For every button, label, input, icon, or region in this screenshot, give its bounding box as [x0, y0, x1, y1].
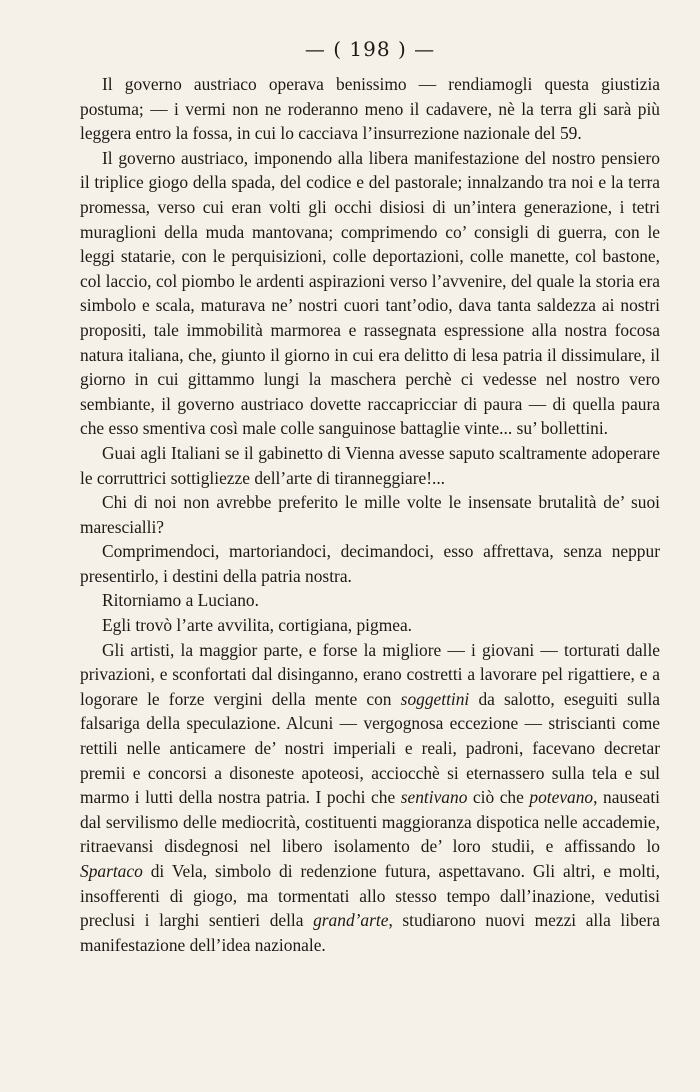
paragraph: [80, 613, 660, 638]
paragraph-text: da salotto, eseguiti sulla falsariga della speculazione. Alcuni — vergognosa eccezione — striscianti come rettili nelle anticamere de’ nostri imperiali e reali, padroni, facevano decretar premii e concorsi a disoneste apoteosi, acciocchè si eternassero sulla tela e sul marmo i lutti della nostra patria. I pochi che: [80, 688, 660, 808]
paragraph-text: Guai agli Italiani se il gabinetto di Vienna avesse saputo scaltramente adoperare le corruttrici sottigliezze dell’arte di tiranneggiare!...: [80, 442, 660, 488]
page-number: — ( 198 ) —: [304, 37, 436, 61]
paragraph-text: Egli trovò l’arte avvilita, cortigiana, pigmea.: [102, 615, 413, 636]
paragraph-text: , nauseati dal servilismo delle mediocrità, costituenti maggioranza dispotica nelle accademie, ritraevansi disdegnosi nel libero isolamento de’ loro studii, e affissando lo: [80, 787, 660, 857]
body-text: [80, 72, 660, 957]
paragraph: [80, 441, 660, 490]
paragraph-text: Il governo austriaco, imponendo alla libera manifestazione del nostro pensiero il triplice giogo della spada, del codice e del pastorale; innalzando tra noi e la terra promessa, verso cui eran volti gli occhi disiosi di un’intera generazione, i tetri muraglioni della muda mantovana; comprimendo co’ consigli di guerra, con le leggi statarie, con le perquisizioni, colle deportazioni, colle manette, col bastone, col laccio, col piombo le ardenti aspirazioni verso l’avvenire, del quale la storia era simbolo e scala, maturava ne’ nostri cuori tant’odio, dava tanta saldezza ai nostri propositi, tale immobilità marmorea e rassegnata espressione alla nostra focosa natura italiana, che, giunto il giorno in cui era delitto di lesa patria il dissimulare, il giorno in cui gittammo lungi la maschera perchè ci vedesse nel nostro vero sembiante, il governo austriaco dovette raccapricciar di paura — di quella paura che esso smentiva così male colle sanguinose battaglie vinte... su’ bollettini.: [80, 147, 660, 439]
paragraph: [80, 72, 660, 146]
paragraph: [80, 539, 660, 588]
paragraph-text: ciò che: [467, 787, 530, 808]
italic-term: Spartaco: [80, 861, 143, 881]
paragraph-text: , studiarono nuovi mezzi alla libera manifestazione dell’idea nazionale.: [80, 910, 660, 955]
paragraph-text: Gli artisti, la maggior parte, e forse la migliore — i giovani — torturati dalle privazioni, e sconfortati dal disinganno, erano costretti a lavorare pel rigattiere, e a logorare le forze vergini della mente con: [80, 639, 660, 709]
italic-term: soggettini: [400, 688, 470, 709]
paragraph: [80, 638, 660, 958]
italic-term: potevano: [529, 787, 594, 808]
paragraph-text: Chi di noi non avrebbe preferito le mille volte le insensate brutalità de’ suoi marescialli?: [80, 492, 660, 537]
paragraph: [80, 588, 660, 613]
paragraph: [80, 146, 660, 441]
paragraph-text: Comprimendoci, martoriandoci, decimandoci, esso affrettava, senza neppur presentirlo, i destini della patria nostra.: [80, 541, 660, 586]
paragraph: [80, 490, 660, 539]
paragraph-text: Ritorniamo a Luciano.: [102, 590, 259, 611]
italic-term: grand’arte: [313, 910, 389, 931]
italic-term: sentivano: [400, 787, 468, 808]
paragraph-text: di Vela, simbolo di redenzione futura, aspettavano. Gli altri, e molti, insofferenti di giogo, ma tormentati allo stesso tempo dall’inazione, vedutisi preclusi i larghi sentieri della: [80, 861, 660, 931]
paragraph-text: Il governo austriaco operava benissimo — rendiamogli questa giustizia postuma; — i vermi non ne roderanno meno il cadavere, nè la terra gli sarà più leggera entro la fossa, in cui lo cacciava l’insurrezione nazionale del 59.: [80, 74, 660, 144]
